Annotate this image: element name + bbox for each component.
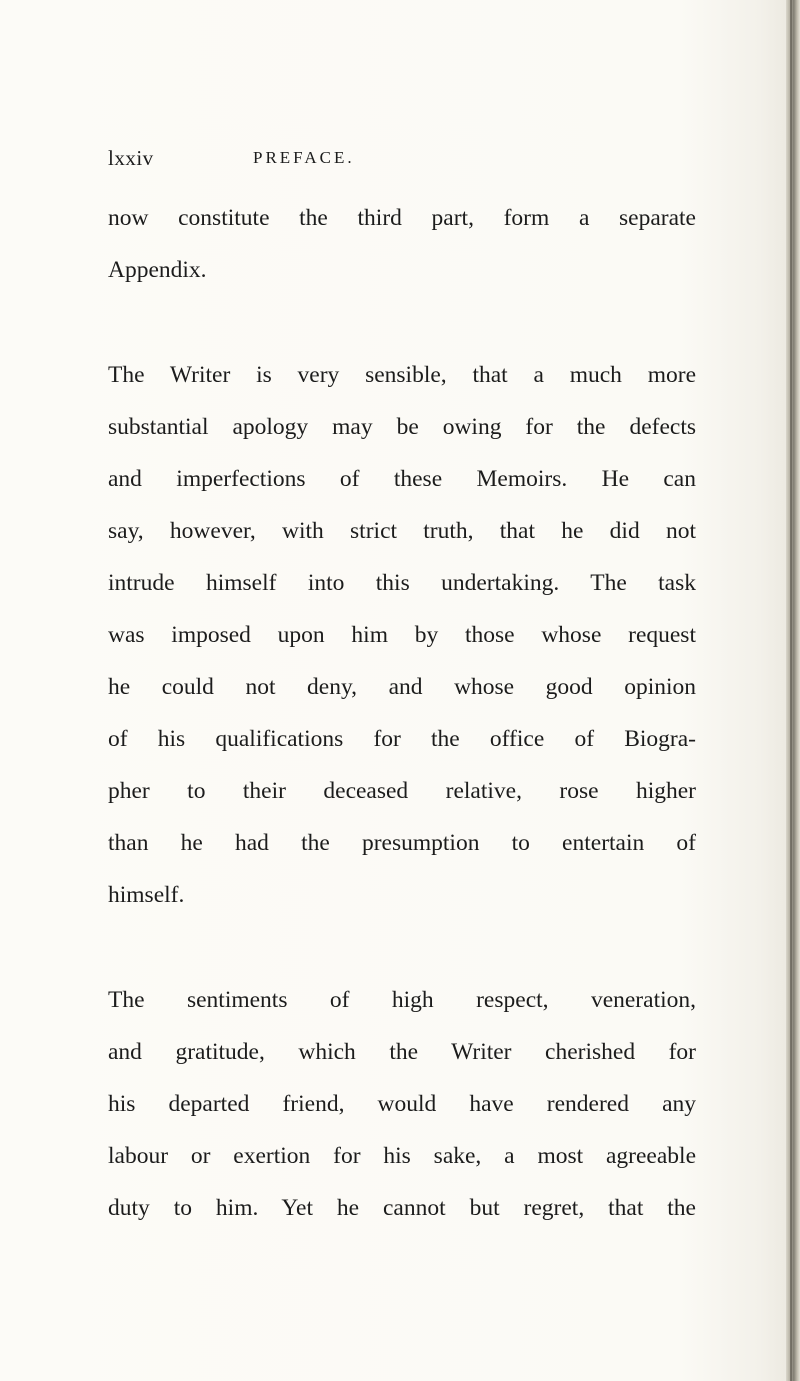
- text-line: and gratitude, which the Writer cherished for: [108, 1039, 696, 1065]
- text-line: himself.: [108, 882, 185, 908]
- text-line: substantial apology may be owing for the defects: [108, 414, 696, 440]
- page-header: [108, 146, 708, 172]
- paragraph-1: [108, 192, 696, 296]
- page-number: lxxiv: [108, 146, 154, 170]
- text-line: pher to their deceased relative, rose higher: [108, 778, 696, 804]
- text-line: now constitute the third part, form a separate: [108, 205, 696, 231]
- text-line: of his qualifications for the office of Biogra-: [108, 726, 696, 752]
- text-line: than he had the presumption to entertain of: [108, 830, 696, 856]
- paragraph-2: [108, 349, 696, 921]
- text-line: labour or exertion for his sake, a most agreeable: [108, 1143, 696, 1169]
- body-text: [108, 192, 696, 1234]
- text-line: intrude himself into this undertaking. The task: [108, 570, 696, 596]
- running-head: PREFACE.: [253, 148, 355, 167]
- text-line: The Writer is very sensible, that a much more: [108, 362, 696, 388]
- paragraph-3: [108, 974, 696, 1234]
- text-line: The sentiments of high respect, veneration,: [108, 987, 696, 1013]
- text-line: was imposed upon him by those whose request: [108, 622, 696, 648]
- binding-edge-line: [790, 0, 792, 1381]
- text-line: he could not deny, and whose good opinion: [108, 674, 696, 700]
- text-line: duty to him. Yet he cannot but regret, that the: [108, 1195, 696, 1221]
- page-edge-shadow: [786, 0, 800, 1381]
- text-line: say, however, with strict truth, that he did not: [108, 518, 696, 544]
- text-line: and imperfections of these Memoirs. He can: [108, 466, 696, 492]
- text-line: his departed friend, would have rendered any: [108, 1091, 696, 1117]
- text-line: Appendix.: [108, 257, 207, 283]
